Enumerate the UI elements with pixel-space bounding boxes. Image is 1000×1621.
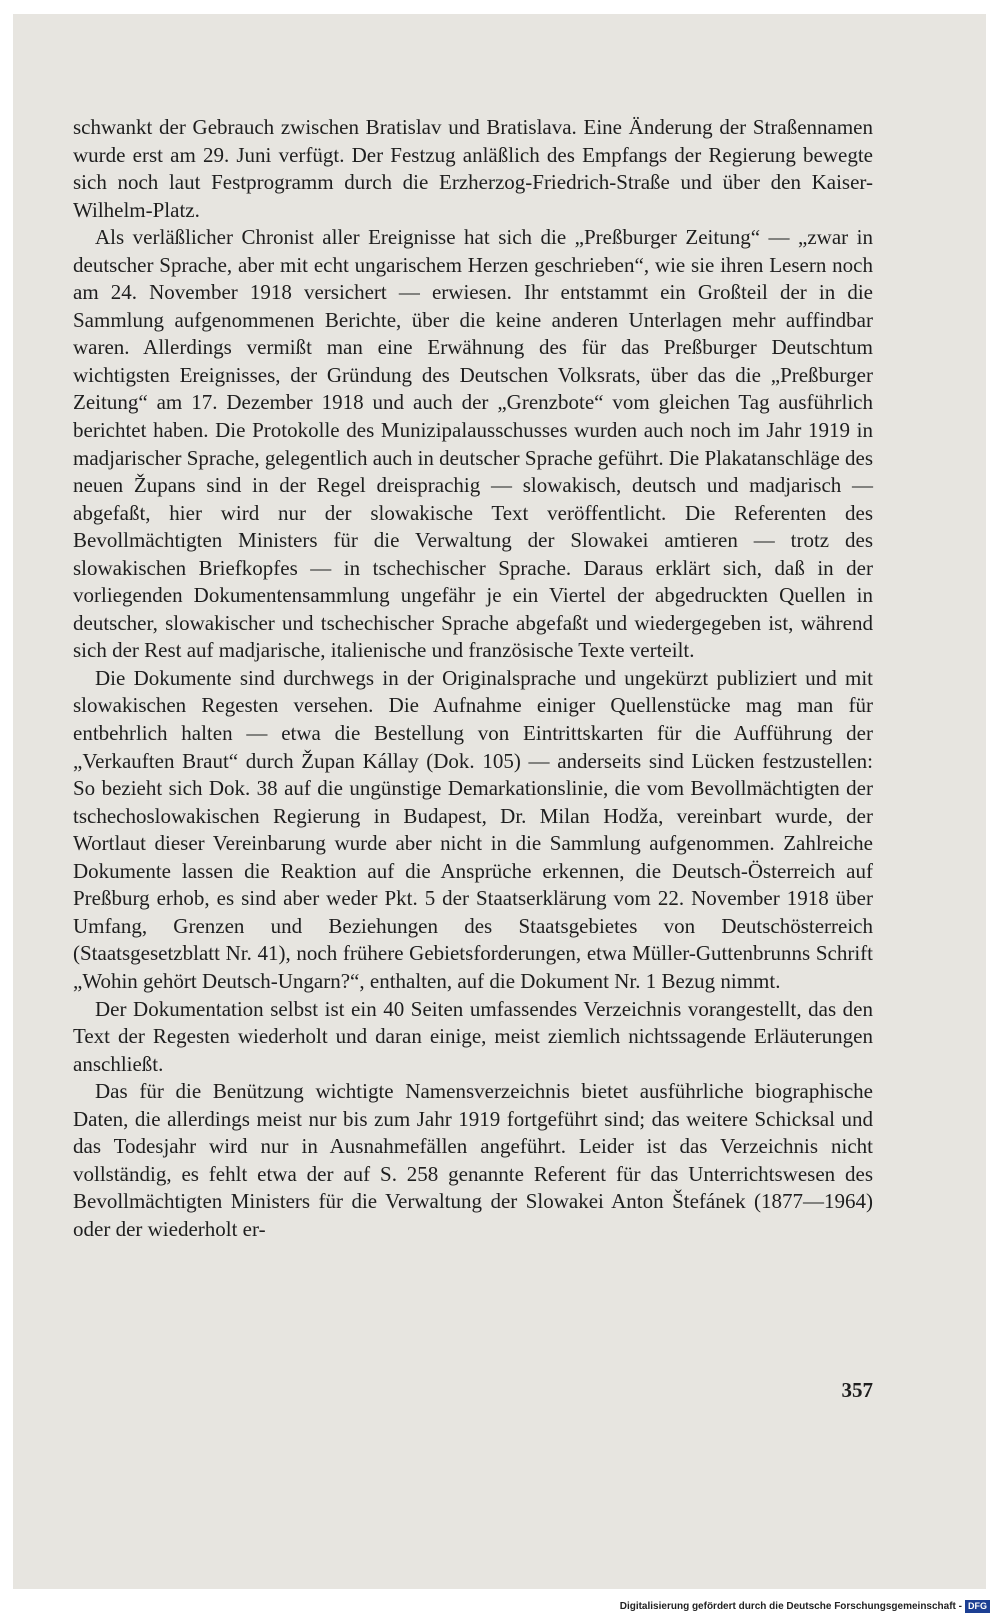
paragraph-1: schwankt der Gebrauch zwischen Bratislav und Bratislava. Eine Änderung der Straßennamen wurde erst am 29. Juni verfügt. Der Festzug anläßlich des Empfangs der Regierung bewegte sich noch laut Festprogramm durch die Erzherzog-Friedrich-Straße und über den Kaiser-Wilhelm-Platz.: [73, 115, 873, 222]
dfg-logo: DFG: [965, 1600, 990, 1613]
body-text: [73, 114, 873, 1243]
digitization-footer: [620, 1600, 990, 1613]
paragraph-5: Das für die Benützung wichtigte Namensverzeichnis bietet ausführliche biographische Daten, die allerdings meist nur bis zum Jahr 1919 fortgeführt sind; das weitere Schicksal und das Todesjahr wird nur in Ausnahmefällen angeführt. Leider ist das Verzeichnis nicht vollständig, es fehlt etwa der auf S. 258 genannte Referent für das Unterrichtswesen des Bevollmächtigten Ministers für die Verwaltung der Slowakei Anton Štefánek (1877—1964) oder der wiederholt er-: [73, 1079, 873, 1241]
page-number: 357: [841, 1378, 873, 1402]
paragraph-3: Die Dokumente sind durchwegs in der Originalsprache und ungekürzt publiziert und mit slowakischen Regesten versehen. Die Aufnahme einiger Quellenstücke mag man für entbehrlich halten — etwa die Bestellung von Eintrittskarten für die Aufführung der „Verkauften Braut“ durch Župan Kállay (Dok. 105) — anderseits sind Lücken festzustellen: So bezieht sich Dok. 38 auf die ungünstige Demarkationslinie, die vom Bevollmächtigten der tschechoslowakischen Regierung in Budapest, Dr. Milan Hodža, vereinbart wurde, der Wortlaut dieser Vereinbarung wurde aber nicht in die Sammlung aufgenommen. Zahlreiche Dokumente lassen die Reaktion auf die Ansprüche erkennen, die Deutsch-Österreich auf Preßburg erhob, es sind aber weder Pkt. 5 der Staatserklärung vom 22. November 1918 über Umfang, Grenzen und Beziehungen des Staatsgebietes von Deutschösterreich (Staatsgesetzblatt Nr. 41), noch frühere Gebietsforderungen, etwa Müller-Guttenbrunns Schrift „Wohin gehört Deutsch-Ungarn?“, enthalten, auf die Dokument Nr. 1 Bezug nimmt.: [73, 665, 873, 993]
paragraph-4: Der Dokumentation selbst ist ein 40 Seiten umfassendes Verzeichnis vorangestellt, das den Text der Regesten wiederholt und daran einige, meist ziemlich nichtssagende Erläuterungen anschließt.: [73, 996, 873, 1076]
book-page: [13, 14, 986, 1589]
paragraph-2: Als verläßlicher Chronist aller Ereignisse hat sich die „Preßburger Zeitung“ — „zwar in deutscher Sprache, aber mit echt ungarischem Herzen geschrieben“, wie sie ihren Lesern noch am 24. November 1918 versichert — erwiesen. Ihr entstammt ein Großteil der in die Sammlung aufgenommenen Berichte, über die keine anderen Unterlagen mehr auffindbar waren. Allerdings vermißt man eine Erwähnung des für das Preßburger Deutschtum wichtigsten Ereignisses, der Gründung des Deutschen Volksrats, über das die „Preßburger Zeitung“ am 17. Dezember 1918 und auch der „Grenzbote“ vom gleichen Tag ausführlich berichtet haben. Die Protokolle des Munizipalausschusses wurden auch noch im Jahr 1919 in madjarischer Sprache, gelegentlich auch in deutscher Sprache geführt. Die Plakatanschläge des neuen Župans sind in der Regel dreisprachig — slowakisch, deutsch und madjarisch — abgefaßt, hier wird nur der slowakische Text veröffentlicht. Die Referenten des Bevollmächtigten Ministers für die Verwaltung der Slowakei amtieren — trotz des slowakischen Briefkopfes — in tschechischer Sprache. Daraus erklärt sich, daß in der vorliegenden Dokumentensammlung ungefähr je ein Viertel der abgedruckten Quellen in deutscher, slowakischer und tschechischer Sprache abgefaßt und wiedergegeben ist, während sich der Rest auf madjarische, italienische und französische Texte verteilt.: [73, 225, 874, 663]
footer-text: Digitalisierung gefördert durch die Deutsche Forschungsgemeinschaft -: [619, 1601, 962, 1612]
